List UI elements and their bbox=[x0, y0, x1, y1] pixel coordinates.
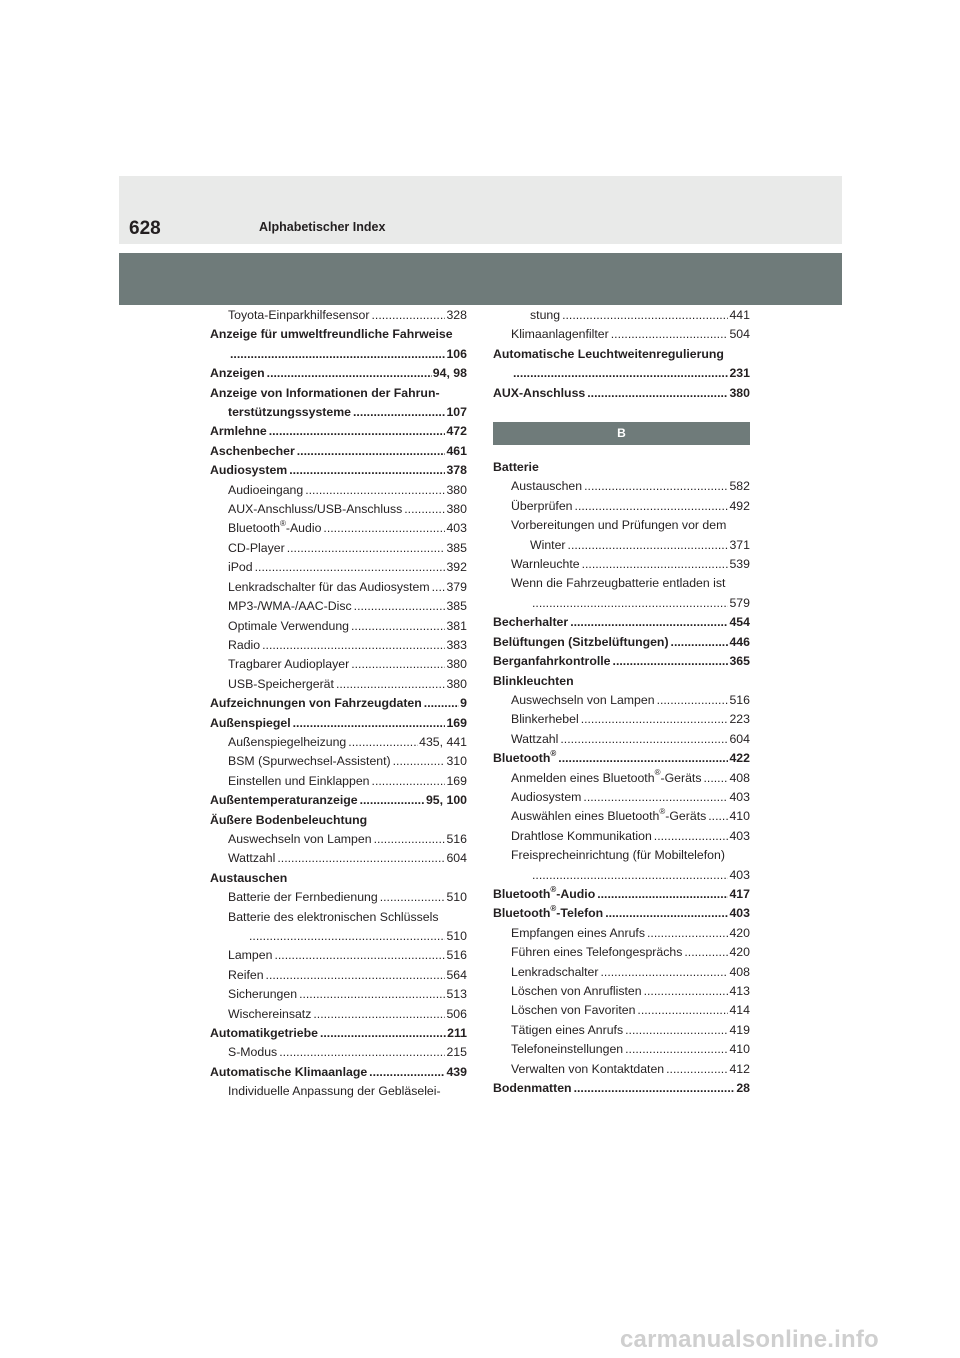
index-entry bbox=[210, 481, 467, 500]
index-entry-term: USB-Speichergerät bbox=[228, 676, 334, 691]
index-entry-term: Wischereinsatz bbox=[228, 1006, 312, 1021]
index-entry-page: 28 bbox=[736, 1081, 750, 1096]
index-entry-page: 435, 441 bbox=[419, 734, 467, 749]
index-entry-term: Anmelden eines Bluetooth®-Geräts bbox=[511, 768, 702, 785]
index-entry-term: Telefoneinstellungen bbox=[511, 1042, 624, 1057]
dot-leader bbox=[432, 578, 446, 597]
dot-leader bbox=[532, 866, 728, 885]
index-entry-term: Tätigen eines Anrufs bbox=[511, 1022, 624, 1037]
index-entry-term: Wattzahl bbox=[228, 851, 276, 866]
index-entry bbox=[210, 772, 467, 791]
index-entry-term: S-Modus bbox=[228, 1045, 278, 1060]
index-entry-term: Blinkerhebel bbox=[511, 712, 579, 727]
index-entry-term: Bluetooth® bbox=[493, 749, 557, 766]
index-entry-page: 579 bbox=[729, 595, 750, 610]
index-entry-term: Außentemperaturanzeige bbox=[210, 793, 358, 808]
index-entry bbox=[493, 652, 750, 671]
index-entry-term: CD-Player bbox=[228, 540, 285, 555]
dot-leader bbox=[323, 519, 445, 538]
index-entry-term: Löschen von Favoriten bbox=[511, 1003, 636, 1018]
index-entry-term: stung bbox=[530, 308, 561, 322]
page-title: Alphabetischer Index bbox=[259, 220, 386, 234]
index-entry bbox=[210, 539, 467, 558]
index-entry-page: 385 bbox=[446, 599, 467, 614]
index-entry-term: Batterie des elektronischen Schlüssels bbox=[228, 909, 439, 924]
index-entry-page: 94, 98 bbox=[432, 366, 467, 381]
index-entry bbox=[210, 752, 467, 771]
index-entry-term: Toyota-Einparkhilfesensor bbox=[228, 308, 370, 322]
dot-leader bbox=[581, 710, 729, 729]
index-entry bbox=[493, 1060, 750, 1079]
index-entry-page: 472 bbox=[446, 424, 467, 439]
index-entry bbox=[210, 946, 467, 965]
index-entry-term: Bodenmatten bbox=[493, 1081, 572, 1096]
dot-leader bbox=[568, 536, 729, 555]
index-entry-term: Warnleuchte bbox=[511, 557, 580, 572]
index-entry-term: Reifen bbox=[228, 967, 264, 982]
index-entry-term: Lampen bbox=[228, 948, 273, 963]
dot-leader bbox=[360, 791, 425, 810]
index-entry-page: 492 bbox=[729, 498, 750, 513]
index-entry-page: 539 bbox=[729, 557, 750, 572]
index-entry-term: Audioeingang bbox=[228, 482, 304, 497]
dot-leader bbox=[560, 730, 728, 749]
index-entry-page: 392 bbox=[446, 560, 467, 575]
index-entry bbox=[493, 691, 750, 710]
index-entry bbox=[210, 1082, 467, 1101]
index-entry-term: Außenspiegelheizung bbox=[228, 734, 347, 749]
index-entry-term: Führen eines Telefongesprächs bbox=[511, 945, 683, 960]
index-entry bbox=[493, 364, 750, 383]
index-entry-page: 422 bbox=[729, 751, 750, 766]
index-entry-term: Audiosystem bbox=[210, 463, 288, 478]
index-entry-page: 410 bbox=[729, 1042, 750, 1057]
index-entry bbox=[493, 904, 750, 923]
index-entry bbox=[493, 345, 750, 364]
index-entry-page: 169 bbox=[446, 773, 467, 788]
index-entry-page: 604 bbox=[446, 851, 467, 866]
index-entry bbox=[210, 345, 467, 364]
dot-leader bbox=[575, 497, 729, 516]
index-entry-term: Berganfahrkontrolle bbox=[493, 654, 611, 669]
index-entry bbox=[493, 1079, 750, 1098]
index-entry-term: Äußere Bodenbeleuchtung bbox=[210, 812, 368, 827]
dot-leader bbox=[574, 1079, 736, 1098]
dot-leader bbox=[299, 985, 445, 1004]
dot-leader bbox=[297, 442, 446, 461]
dot-leader bbox=[532, 594, 728, 613]
index-entry-term: Bluetooth®-Telefon bbox=[493, 904, 604, 921]
index-entry-term: Löschen von Anruflisten bbox=[511, 984, 642, 998]
dot-leader bbox=[605, 904, 728, 923]
index-entry-page: 380 bbox=[446, 657, 467, 672]
index-entry-page: 420 bbox=[729, 925, 750, 940]
index-entry-page: 107 bbox=[446, 405, 467, 420]
index-entry-term: Aschenbecher bbox=[210, 443, 295, 458]
index-entry bbox=[493, 982, 750, 1001]
index-entry-term: Belüftungen (Sitzbelüftungen) bbox=[493, 634, 669, 649]
dot-leader bbox=[354, 597, 446, 616]
index-entry-page: 454 bbox=[729, 615, 750, 630]
index-entry-page: 516 bbox=[446, 948, 467, 963]
index-entry-page: 381 bbox=[446, 618, 467, 633]
dot-leader bbox=[269, 422, 446, 441]
index-entry-term: Austauschen bbox=[210, 870, 288, 885]
dot-leader bbox=[562, 306, 728, 325]
index-entry-term: Aufzeichnungen von Fahrzeugdaten bbox=[210, 696, 422, 711]
index-group-b bbox=[493, 458, 750, 1098]
index-entry-page: 328 bbox=[446, 308, 467, 322]
index-entry-term: Verwalten von Kontaktdaten bbox=[511, 1061, 665, 1076]
dot-leader bbox=[611, 325, 729, 344]
index-entry bbox=[210, 500, 467, 519]
index-entry-term: Wenn die Fahrzeugbatterie entladen ist bbox=[511, 576, 726, 591]
index-entry-page: 420 bbox=[729, 945, 750, 960]
watermark-logo: carmanualsonline.info bbox=[620, 1326, 879, 1353]
index-entry bbox=[210, 888, 467, 907]
index-entry bbox=[493, 613, 750, 632]
dot-leader bbox=[597, 885, 728, 904]
index-entry bbox=[210, 869, 467, 888]
index-entry-term: Sicherungen bbox=[228, 987, 298, 1002]
index-entry-page: 403 bbox=[729, 867, 750, 882]
dot-leader bbox=[320, 1024, 446, 1043]
index-entry-page: 169 bbox=[446, 715, 467, 730]
dot-leader bbox=[671, 633, 729, 652]
index-entry bbox=[210, 655, 467, 674]
index-entry bbox=[210, 403, 467, 422]
index-entry-page: 231 bbox=[729, 366, 750, 381]
index-entry-term: Klimaanlagenfilter bbox=[511, 327, 609, 342]
index-entry bbox=[210, 733, 467, 752]
dot-leader bbox=[266, 966, 446, 985]
index-entry bbox=[493, 846, 750, 865]
index-entry-page: 417 bbox=[729, 886, 750, 901]
index-entry bbox=[210, 985, 467, 1004]
index-entry-page: 510 bbox=[446, 929, 467, 943]
index-entry bbox=[210, 694, 467, 713]
index-entry-term: Batterie der Fernbedienung bbox=[228, 890, 378, 905]
index-entry-page: 106 bbox=[446, 346, 467, 361]
dot-leader bbox=[625, 1021, 728, 1040]
index-column-left bbox=[210, 306, 467, 1102]
index-entry bbox=[210, 966, 467, 985]
index-entry bbox=[210, 927, 467, 946]
index-entry bbox=[493, 749, 750, 768]
index-entry-term: Bluetooth®-Audio bbox=[493, 884, 596, 901]
index-entry bbox=[493, 866, 750, 885]
dot-leader bbox=[584, 477, 728, 496]
index-entry-term: Freisprecheinrichtung (für Mobiltelefon) bbox=[511, 848, 725, 863]
dot-leader bbox=[558, 749, 728, 768]
index-entry-term: Winter bbox=[530, 537, 566, 552]
index-entry-term: Automatikgetriebe bbox=[210, 1026, 318, 1041]
index-entry-page: 461 bbox=[446, 443, 467, 458]
index-entry bbox=[493, 1040, 750, 1059]
dot-leader bbox=[372, 772, 446, 791]
dot-leader bbox=[267, 364, 432, 383]
index-entry-page: 95, 100 bbox=[425, 793, 467, 808]
index-entry bbox=[493, 943, 750, 962]
index-entry-page: 223 bbox=[729, 712, 750, 727]
index-entry-term: Radio bbox=[228, 637, 261, 652]
dot-leader bbox=[684, 943, 728, 962]
index-entry bbox=[210, 830, 467, 849]
dot-leader bbox=[372, 306, 446, 325]
index-entry-page: 403 bbox=[446, 521, 467, 536]
dot-leader bbox=[348, 733, 418, 752]
index-entry bbox=[493, 885, 750, 904]
index-entry-page: 211 bbox=[447, 1026, 467, 1041]
dot-leader bbox=[305, 481, 445, 500]
index-column-right bbox=[493, 306, 750, 1098]
dot-leader bbox=[277, 849, 445, 868]
dot-leader bbox=[666, 1060, 728, 1079]
index-entry-term: Außenspiegel bbox=[210, 715, 291, 730]
dot-leader bbox=[703, 769, 728, 788]
index-entry bbox=[493, 807, 750, 826]
index-entry bbox=[210, 1063, 467, 1082]
index-entry bbox=[210, 1024, 467, 1043]
index-entry bbox=[210, 442, 467, 461]
index-entry bbox=[493, 306, 750, 325]
dot-leader bbox=[513, 364, 728, 383]
dot-leader bbox=[393, 752, 446, 771]
index-entry-term: Anzeige von Informationen der Fahrun- bbox=[210, 385, 440, 400]
index-entry bbox=[493, 555, 750, 574]
index-entry-term: Auswählen eines Bluetooth®-Geräts bbox=[511, 807, 707, 824]
index-entry-term: Anzeigen bbox=[210, 366, 265, 381]
index-entry-page: 439 bbox=[446, 1064, 467, 1079]
index-entry bbox=[210, 908, 467, 927]
index-entry-page: 378 bbox=[446, 463, 467, 478]
index-entry-term: AUX-Anschluss bbox=[493, 385, 586, 400]
index-entry-term: Audiosystem bbox=[511, 789, 582, 804]
index-entry-term: Lenkradschalter bbox=[511, 964, 599, 979]
index-entry-term: Automatische Klimaanlage bbox=[210, 1064, 368, 1079]
index-entry-term: Wattzahl bbox=[511, 731, 559, 746]
index-entry bbox=[210, 1005, 467, 1024]
index-entry-page: 365 bbox=[729, 654, 750, 669]
index-entry-term: Batterie bbox=[493, 460, 539, 475]
index-entry bbox=[493, 536, 750, 555]
index-entry bbox=[210, 811, 467, 830]
index-entry-term: MP3-/WMA-/AAC-Disc bbox=[228, 599, 352, 614]
index-entry-page: 412 bbox=[729, 1061, 750, 1076]
index-entry-term: terstützungssysteme bbox=[228, 405, 352, 420]
index-entry-page: 385 bbox=[446, 540, 467, 555]
dot-leader bbox=[374, 830, 446, 849]
dot-leader bbox=[380, 888, 446, 907]
index-entry bbox=[493, 325, 750, 344]
index-entry-term: Auswechseln von Lampen bbox=[511, 692, 655, 707]
index-entry bbox=[493, 633, 750, 652]
dot-leader bbox=[424, 694, 459, 713]
dot-leader bbox=[230, 345, 445, 364]
index-entry-page: 310 bbox=[446, 754, 467, 769]
index-entry-page: 419 bbox=[729, 1022, 750, 1037]
index-entry bbox=[210, 636, 467, 655]
index-entry-page: 506 bbox=[446, 1006, 467, 1021]
index-entry bbox=[493, 1001, 750, 1020]
index-entry-term: Individuelle Anpassung der Gebläselei- bbox=[228, 1084, 441, 1099]
index-entry bbox=[210, 617, 467, 636]
header-bar bbox=[119, 176, 842, 244]
index-entry-term: Blinkleuchten bbox=[493, 673, 574, 688]
index-entry bbox=[493, 788, 750, 807]
index-entry bbox=[493, 516, 750, 535]
index-entry-page: 380 bbox=[446, 482, 467, 497]
dot-leader bbox=[369, 1063, 445, 1082]
index-entry-page: 564 bbox=[446, 967, 467, 982]
dot-leader bbox=[644, 982, 729, 1001]
index-entry-term: Vorbereitungen und Prüfungen vor dem bbox=[511, 518, 727, 533]
dot-leader bbox=[647, 924, 728, 943]
dot-leader bbox=[255, 558, 446, 577]
index-entry bbox=[210, 364, 467, 383]
index-entry bbox=[210, 461, 467, 480]
index-entry-page: 516 bbox=[446, 831, 467, 846]
index-entry bbox=[210, 306, 467, 325]
index-entry-page: 414 bbox=[729, 1003, 750, 1018]
dot-leader bbox=[351, 655, 445, 674]
index-entry bbox=[493, 710, 750, 729]
index-group-a-continued bbox=[493, 306, 750, 403]
dot-leader bbox=[582, 555, 729, 574]
dot-leader bbox=[279, 1043, 445, 1062]
index-entry bbox=[493, 924, 750, 943]
index-entry-term: Anzeige für umweltfreundliche Fahrweise bbox=[210, 327, 453, 342]
index-entry bbox=[493, 594, 750, 613]
index-entry-page: 403 bbox=[729, 906, 750, 921]
index-entry-term: Drahtlose Kommunikation bbox=[511, 828, 652, 843]
index-entry-term: AUX-Anschluss/USB-Anschluss bbox=[228, 502, 403, 517]
dot-leader bbox=[262, 636, 445, 655]
index-entry-page: 408 bbox=[729, 964, 750, 979]
dot-leader bbox=[404, 500, 445, 519]
index-entry-page: 380 bbox=[446, 502, 467, 517]
index-entry-term: Tragbarer Audioplayer bbox=[228, 657, 350, 672]
dot-leader bbox=[654, 827, 729, 846]
index-entry bbox=[210, 714, 467, 733]
index-entry-term: iPod bbox=[228, 560, 253, 575]
index-entry-page: 371 bbox=[729, 537, 750, 552]
dot-leader bbox=[293, 714, 446, 733]
dot-leader bbox=[613, 652, 729, 671]
index-entry bbox=[493, 963, 750, 982]
dot-leader bbox=[657, 691, 729, 710]
index-entry-page: 9 bbox=[460, 696, 467, 711]
index-entry-page: 379 bbox=[446, 579, 467, 594]
section-letter-bar: B bbox=[493, 422, 750, 445]
index-entry bbox=[210, 849, 467, 868]
index-entry-page: 510 bbox=[446, 890, 467, 905]
index-entry-term: Becherhalter bbox=[493, 615, 569, 630]
index-entry-term: Bluetooth®-Audio bbox=[228, 519, 322, 536]
index-entry bbox=[210, 558, 467, 577]
index-entry bbox=[210, 384, 467, 403]
index-entry bbox=[210, 519, 467, 538]
index-entry-term: BSM (Spurwechsel-Assistent) bbox=[228, 754, 391, 769]
page-number: 628 bbox=[129, 218, 161, 239]
dot-leader bbox=[249, 927, 445, 946]
index-entry-term: Automatische Leuchtweitenregulierung bbox=[493, 346, 724, 361]
index-entry bbox=[210, 325, 467, 344]
index-entry-page: 604 bbox=[729, 731, 750, 746]
index-entry bbox=[493, 1021, 750, 1040]
index-entry-term: Überprüfen bbox=[511, 498, 573, 513]
index-entry bbox=[210, 422, 467, 441]
dot-leader bbox=[708, 807, 728, 826]
index-entry-term: Lenkradschalter für das Audiosystem bbox=[228, 579, 430, 594]
index-entry bbox=[493, 730, 750, 749]
index-entry-term: Armlehne bbox=[210, 424, 267, 439]
index-entry bbox=[210, 791, 467, 810]
index-entry bbox=[493, 477, 750, 496]
dot-leader bbox=[625, 1040, 728, 1059]
index-entry bbox=[493, 384, 750, 403]
index-entry-page: 410 bbox=[729, 809, 750, 824]
index-entry bbox=[493, 458, 750, 477]
index-entry bbox=[493, 672, 750, 691]
index-entry-page: 403 bbox=[729, 828, 750, 843]
index-entry bbox=[210, 597, 467, 616]
index-entry-page: 383 bbox=[446, 637, 467, 652]
index-entry bbox=[493, 574, 750, 593]
dot-leader bbox=[313, 1005, 445, 1024]
index-entry-page: 441 bbox=[729, 308, 750, 322]
dot-leader bbox=[353, 403, 445, 422]
index-entry-page: 403 bbox=[729, 789, 750, 804]
index-entry-term: Optimale Verwendung bbox=[228, 618, 349, 633]
index-entry-page: 215 bbox=[446, 1045, 467, 1060]
dot-leader bbox=[289, 461, 445, 480]
index-entry-page: 513 bbox=[446, 987, 467, 1002]
index-entry-page: 504 bbox=[729, 327, 750, 342]
index-entry bbox=[493, 769, 750, 788]
index-entry-page: 516 bbox=[729, 692, 750, 707]
index-entry-term: Einstellen und Einklappen bbox=[228, 773, 370, 788]
dot-leader bbox=[601, 963, 729, 982]
index-entry bbox=[210, 578, 467, 597]
index-entry-page: 380 bbox=[446, 676, 467, 691]
dot-leader bbox=[274, 946, 445, 965]
dot-leader bbox=[287, 539, 446, 558]
dot-leader bbox=[570, 613, 728, 632]
index-entry-page: 413 bbox=[729, 984, 750, 998]
dot-leader bbox=[336, 675, 446, 694]
index-entry-page: 408 bbox=[729, 770, 750, 785]
index-entry-term: Auswechseln von Lampen bbox=[228, 831, 372, 846]
index-entry-page: 446 bbox=[729, 634, 750, 649]
index-entry bbox=[493, 827, 750, 846]
index-entry-page: 582 bbox=[729, 479, 750, 494]
index-entry-term: Empfangen eines Anrufs bbox=[511, 925, 645, 940]
index-entry bbox=[210, 1043, 467, 1062]
header-band bbox=[119, 253, 842, 305]
index-entry-term: Austauschen bbox=[511, 479, 583, 494]
dot-leader bbox=[583, 788, 728, 807]
dot-leader bbox=[587, 384, 728, 403]
index-entry bbox=[210, 675, 467, 694]
index-entry bbox=[493, 497, 750, 516]
dot-leader bbox=[351, 617, 445, 636]
index-entry-page: 380 bbox=[729, 385, 750, 400]
dot-leader bbox=[637, 1001, 728, 1020]
